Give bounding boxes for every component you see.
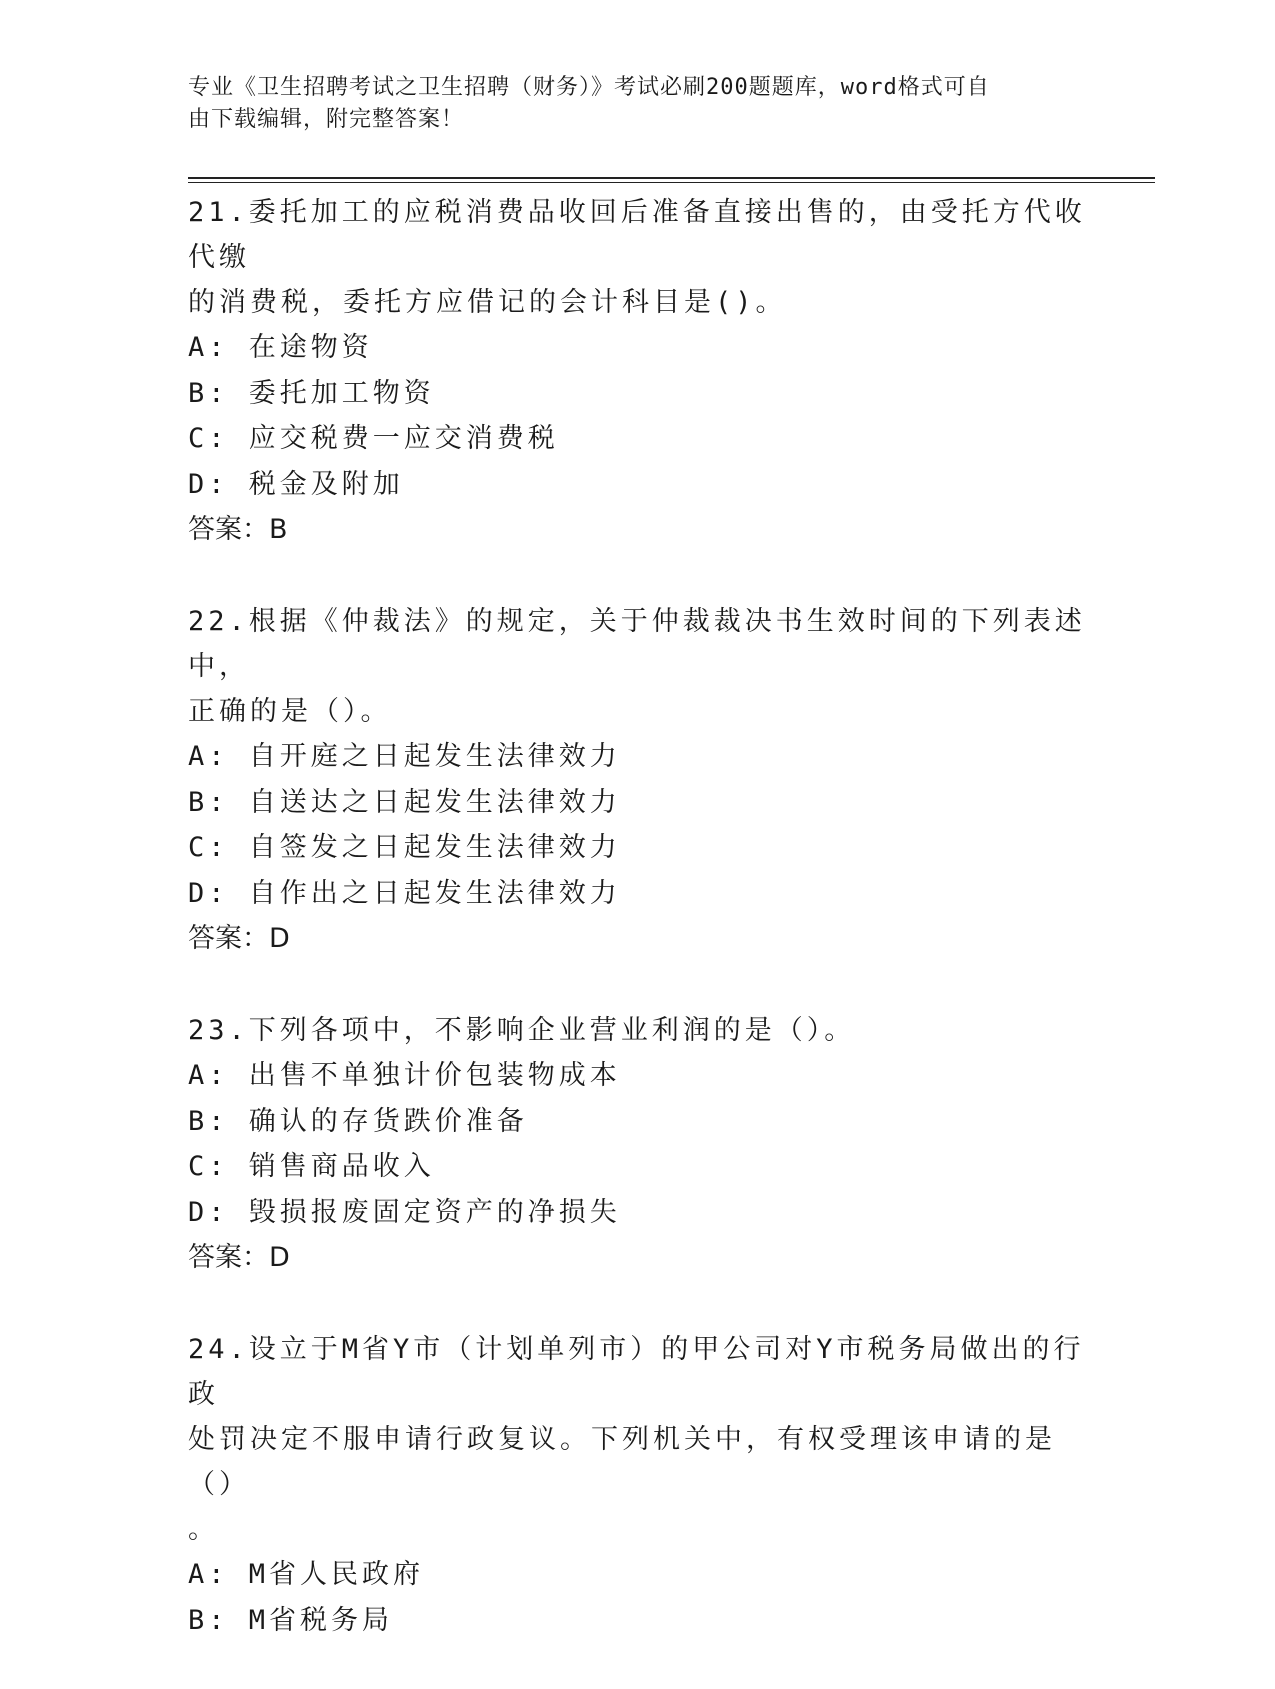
option-c: C: 销售商品收入 (188, 1151, 435, 1182)
answer-text: 答案：B (188, 514, 288, 545)
question-text-line: 24.设立于M省Y市（计划单列市）的甲公司对Y市税务局做出的行政 (188, 1334, 1085, 1410)
question-text-line: 处罚决定不服申请行政复议。下列机关中，有权受理该申请的是（） (188, 1424, 1056, 1500)
question-text-line: 21.委托加工的应税消费品收回后准备直接出售的，由受托方代收代缴 (188, 197, 1086, 273)
question-list (188, 190, 1088, 1689)
question-text-line: 23.下列各项中，不影响企业营业利润的是（）。 (188, 1015, 856, 1046)
question-text-line: 。 (188, 1514, 219, 1545)
question-text-line: 正确的是（）。 (188, 696, 392, 727)
question-22 (188, 599, 1088, 962)
option-b: B: 自送达之日起发生法律效力 (188, 786, 621, 818)
option-c: C: 应交税费一应交消费税 (188, 423, 559, 454)
option-b: B: M省税务局 (188, 1604, 394, 1636)
option-c: C: 自签发之日起发生法律效力 (188, 832, 621, 863)
header-line-2: 由下载编辑，附完整答案！ (188, 107, 465, 132)
option-b: B: 委托加工物资 (188, 377, 435, 409)
question-text-line: 的消费税，委托方应借记的会计科目是()。 (188, 287, 787, 318)
question-24 (188, 1327, 1088, 1643)
option-a: A: 在途物资 (188, 332, 373, 363)
option-a: A: M省人民政府 (188, 1559, 425, 1590)
header-divider-thin (188, 182, 1155, 183)
question-21 (188, 190, 1088, 553)
question-text-line: 22.根据《仲裁法》的规定，关于仲裁裁决书生效时间的下列表述中， (188, 606, 1086, 682)
option-a: A: 出售不单独计价包装物成本 (188, 1060, 621, 1091)
option-b: B: 确认的存货跌价准备 (188, 1105, 528, 1137)
option-a: A: 自开庭之日起发生法律效力 (188, 741, 621, 772)
option-d: D: 税金及附加 (188, 468, 404, 500)
header-line-1: 专业《卫生招聘考试之卫生招聘（财务）》考试必刷200题题库，word格式可自 (188, 75, 990, 100)
option-d: D: 毁损报废固定资产的净损失 (188, 1196, 621, 1228)
document-header (188, 72, 1068, 136)
answer-text: 答案：D (188, 923, 290, 954)
header-divider-thick (188, 177, 1155, 179)
question-23 (188, 1008, 1088, 1281)
answer-text: 答案：D (188, 1242, 290, 1273)
option-d: D: 自作出之日起发生法律效力 (188, 877, 621, 909)
